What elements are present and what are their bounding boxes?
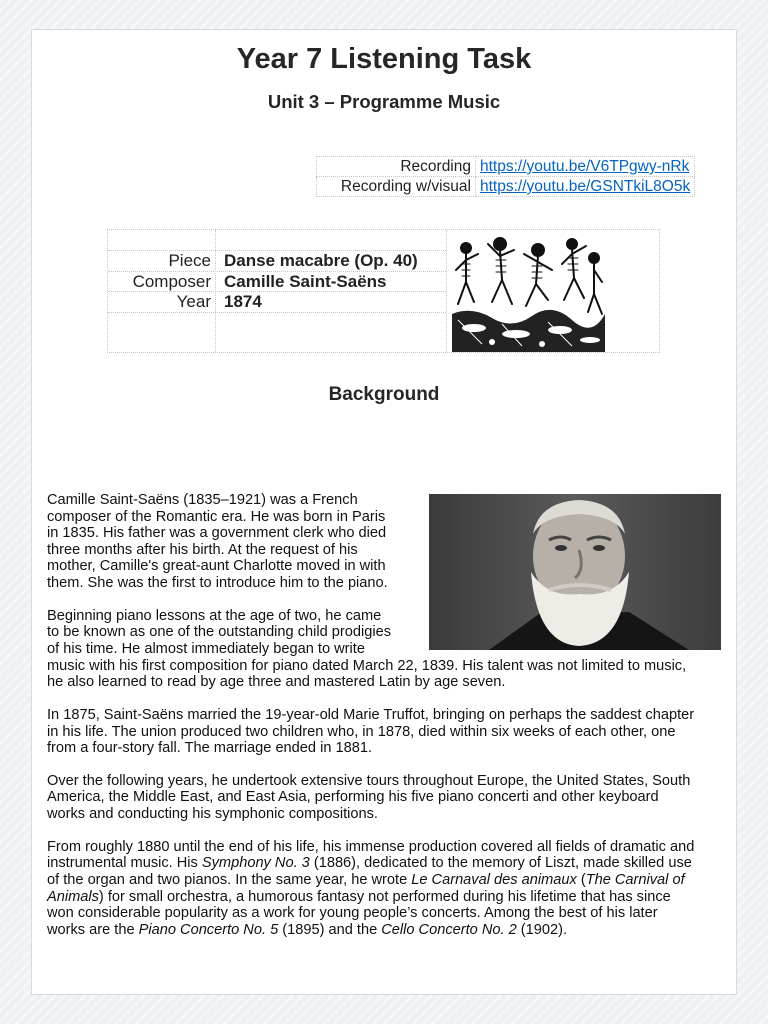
work-title: Piano Concerto No. 5 bbox=[138, 921, 279, 938]
background-paragraph: In 1875, Saint-Saëns married the 19-year-old Marie Truffot, bringing on perhaps the saddest chapter in his life. The union produced two children who, in 1878, died within six weeks of each other, one from a four-story fall. The marriage ended in 1881. bbox=[47, 706, 695, 757]
work-title: Le Carnaval des animaux bbox=[411, 872, 577, 889]
danse-macabre-woodcut-icon bbox=[452, 234, 605, 352]
background-heading: Background bbox=[328, 384, 440, 405]
recording-visual-link[interactable]: https://youtu.be/GSNTkiL8O5k bbox=[476, 177, 695, 197]
work-title: Cello Concerto No. 2 bbox=[381, 921, 517, 938]
recordings-table bbox=[316, 156, 695, 197]
work-title: Symphony No. 3 bbox=[201, 855, 310, 872]
background-paragraph bbox=[47, 839, 697, 939]
piece-value: Danse macabre (Op. 40) bbox=[224, 251, 418, 270]
recording-visual-row bbox=[317, 177, 695, 197]
recording-visual-label: Recording w/visual bbox=[317, 177, 476, 197]
text-run: (1886), dedicated to the memory of Liszt, made skilled use of the organ and two pianos. In the same year, he wrote bbox=[47, 855, 692, 889]
background-text bbox=[47, 492, 697, 955]
background-paragraph: Beginning piano lessons at the age of two, he came to be known as one of the outstanding child prodigies of his time. He almost immediately began to write music with his first composition for piano dated March 22, 1839. His talent was not limited to music, he also learned to read by age three and mastered Latin by age seven. bbox=[47, 607, 687, 691]
background-paragraph: Camille Saint-Saëns (1835–1921) was a French composer of the Romantic era. He was born in Paris in 1835. His father was a government clerk who died three months after his birth. At the request of his mother, Camille's great-aunt Charlotte moved in with them. She was the first to introduce him to the piano. bbox=[47, 492, 388, 591]
composer-value: Camille Saint-Saëns bbox=[224, 272, 387, 291]
text-run: ) for small orchestra, a humorous fantasy not performed during his lifetime that has since won considerable popularity as a work for young people’s concerts. Among the best of his later works are the bbox=[47, 888, 671, 938]
grid-divider bbox=[446, 230, 447, 352]
grid-divider bbox=[108, 312, 446, 313]
piece-label: Piece bbox=[168, 251, 211, 270]
document-page bbox=[31, 29, 737, 995]
year-label: Year bbox=[176, 292, 211, 311]
recording-row bbox=[317, 157, 695, 177]
composer-label: Composer bbox=[132, 272, 211, 291]
piece-info-grid bbox=[107, 229, 660, 353]
page-title: Year 7 Listening Task bbox=[236, 43, 532, 75]
text-run: From roughly 1880 until the end of his life, his immense production covered all fields of dramatic and instrumental music. His bbox=[47, 838, 695, 872]
text-run: ( bbox=[576, 872, 586, 889]
text-run: (1895) and the bbox=[278, 921, 382, 938]
recording-label: Recording bbox=[317, 157, 476, 177]
work-title: The Carnival of Animals bbox=[47, 872, 685, 905]
recording-link[interactable]: https://youtu.be/V6TPgwy-nRk bbox=[476, 157, 695, 177]
page-subtitle: Unit 3 – Programme Music bbox=[267, 91, 501, 112]
text-run: (1902). bbox=[516, 921, 568, 938]
year-value: 1874 bbox=[224, 292, 262, 311]
background-paragraph: Over the following years, he undertook extensive tours throughout Europe, the United States, South America, the Middle East, and East Asia, performing his five piano concerti and other keyboard works and conducting his symphonic compositions. bbox=[47, 772, 691, 823]
